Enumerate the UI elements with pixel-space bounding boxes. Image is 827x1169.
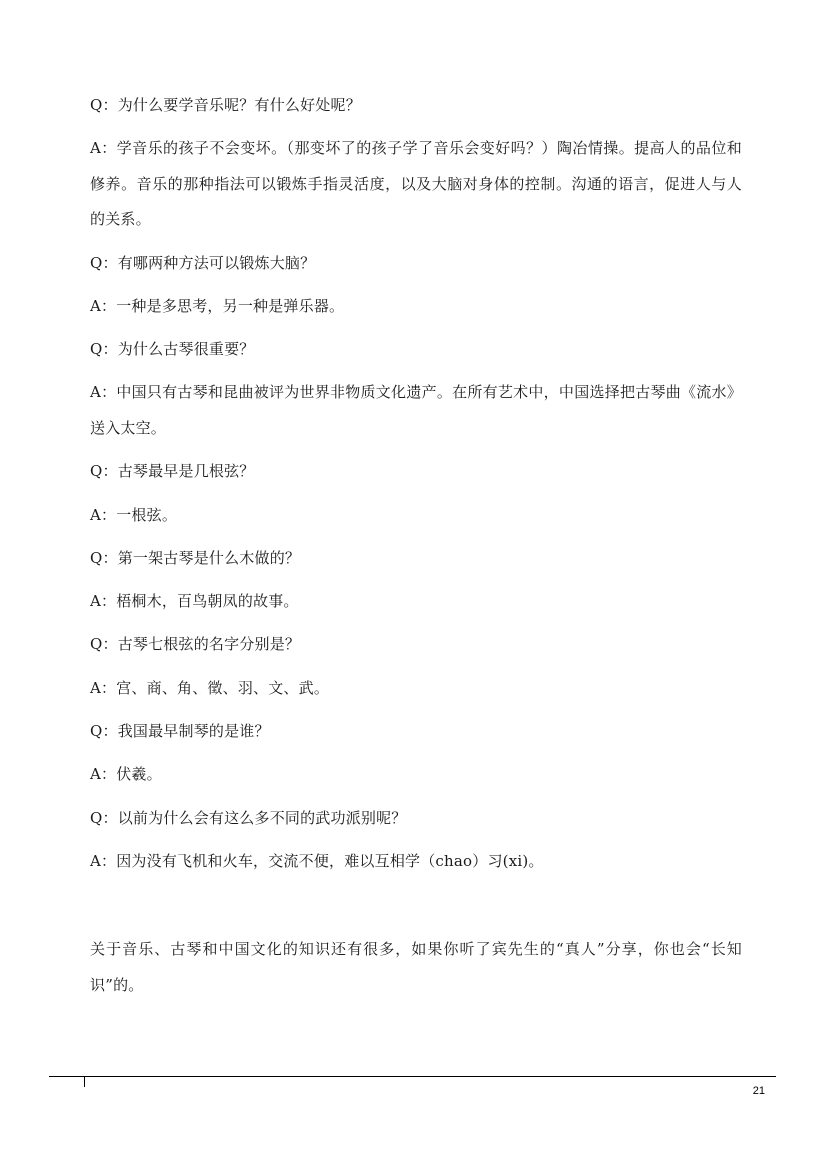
answer-1: A：学音乐的孩子不会变坏。（那变坏了的孩子学了音乐会变好吗？）陶冶情操。提高人的品位和修养。音乐的那种指法可以锻炼手指灵活度，以及大脑对身体的控制。沟通的语言，促进人与人的关系。: [90, 139, 742, 229]
answer-7: A：伏羲。: [90, 765, 162, 784]
question-5: Q：第一架古琴是什么木做的？: [90, 548, 301, 567]
qa-section: [90, 88, 742, 887]
answer-3: A：中国只有古琴和昆曲被评为世界非物质文化遗产。在所有艺术中，中国选择把古琴曲《流水》送入太空。: [90, 383, 742, 437]
closing-paragraph: 关于音乐、古琴和中国文化的知识还有很多，如果你听了宾先生的“真人”分享，你也会“长知识”的。: [90, 940, 742, 994]
footer-rule: [49, 1076, 776, 1077]
question-2: Q：有哪两种方法可以锻炼大脑？: [90, 253, 316, 272]
answer-4: A：一根弦。: [90, 505, 178, 524]
question-1: Q：为什么要学音乐呢？有什么好处呢？: [90, 96, 361, 114]
question-3: Q：为什么古琴很重要？: [90, 340, 255, 359]
question-8: Q：以前为什么会有这么多不同的武功派别呢？: [90, 808, 407, 827]
question-6: Q：古琴七根弦的名字分别是？: [90, 635, 301, 654]
answer-6: A：宫、商、角、徵、羽、文、武。: [90, 678, 330, 697]
answer-8: A：因为没有飞机和火车，交流不便，难以互相学（chao）习(xi)。: [90, 851, 544, 870]
answer-2: A：一种是多思考，另一种是弹乐器。: [90, 296, 345, 315]
answer-5: A：梧桐木，百鸟朝凤的故事。: [90, 592, 299, 611]
question-4: Q：古琴最早是几根弦？: [90, 462, 255, 481]
question-7: Q：我国最早制琴的是谁？: [90, 722, 270, 741]
page-number: 21: [752, 1085, 765, 1097]
footer-tick: [84, 1076, 85, 1087]
